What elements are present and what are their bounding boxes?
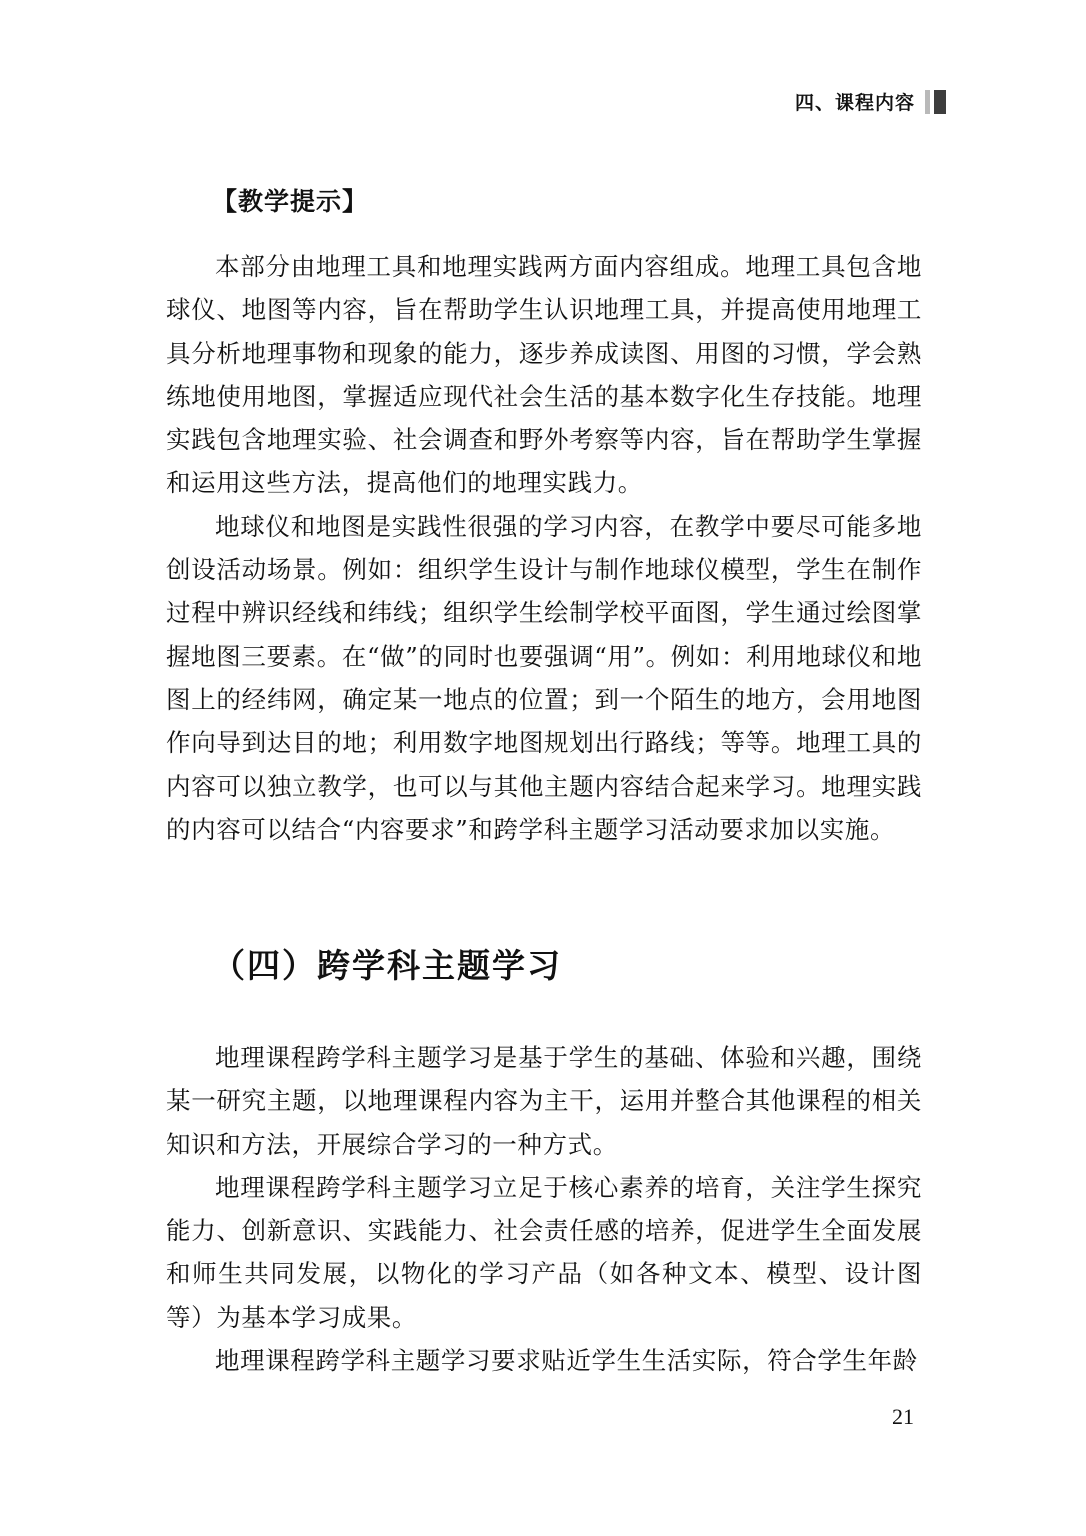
section-heading: （四）跨学科主题学习 bbox=[212, 946, 562, 985]
section-paragraph-1: 地理课程跨学科主题学习是基于学生的基础、体验和兴趣，围绕某一研究主题，以地理课程内容为主干，运用并整合其他课程的相关知识和方法，开展综合学习的一种方式。 bbox=[166, 1043, 922, 1159]
teaching-hint-body bbox=[166, 245, 922, 851]
page-number: 21 bbox=[892, 1404, 914, 1429]
teaching-hint-label: 【教学提示】 bbox=[212, 187, 369, 216]
header-bar-thick bbox=[934, 90, 946, 114]
teaching-hint-paragraph-1: 本部分由地理工具和地理实践两方面内容组成。地理工具包含地球仪、地图等内容，旨在帮助学生认识地理工具，并提高使用地理工具分析地理事物和现象的能力，逐步养成读图、用图的习惯，学会熟练地使用地图，掌握适应现代社会生活的基本数字化生存技能。地理实践包含地理实验、社会调查和野外考察等内容，旨在帮助学生掌握和运用这些方法，提高他们的地理实践力。 bbox=[166, 252, 922, 498]
section-paragraph-2: 地理课程跨学科主题学习立足于核心素养的培育，关注学生探究能力、创新意识、实践能力、社会责任感的培养，促进学生全面发展和师生共同发展，以物化的学习产品（如各种文本、模型、设计图等）为基本学习成果。 bbox=[166, 1172, 922, 1332]
header-bar-thin bbox=[925, 90, 930, 114]
header-bars-decoration bbox=[925, 90, 946, 114]
section-body bbox=[166, 1036, 922, 1382]
teaching-hint-paragraph-2: 地球仪和地图是实践性很强的学习内容，在教学中要尽可能多地创设活动场景。例如：组织学生设计与制作地球仪模型，学生在制作过程中辨识经线和纬线；组织学生绘制学校平面图，学生通过绘图掌握地图三要素。在“做”的同时也要强调“用”。例如：利用地球仪和地图上的经纬网，确定某一地点的位置；到一个陌生的地方，会用地图作向导到达目的地；利用数字地图规划出行路线；等等。地理工具的内容可以独立教学，也可以与其他主题内容结合起来学习。地理实践的内容可以结合“内容要求”和跨学科主题学习活动要求加以实施。 bbox=[166, 511, 922, 844]
section-paragraph-3: 地理课程跨学科主题学习要求贴近学生生活实际，符合学生年龄 bbox=[215, 1346, 918, 1376]
running-header-title: 四、课程内容 bbox=[794, 92, 915, 114]
running-header bbox=[795, 88, 946, 115]
